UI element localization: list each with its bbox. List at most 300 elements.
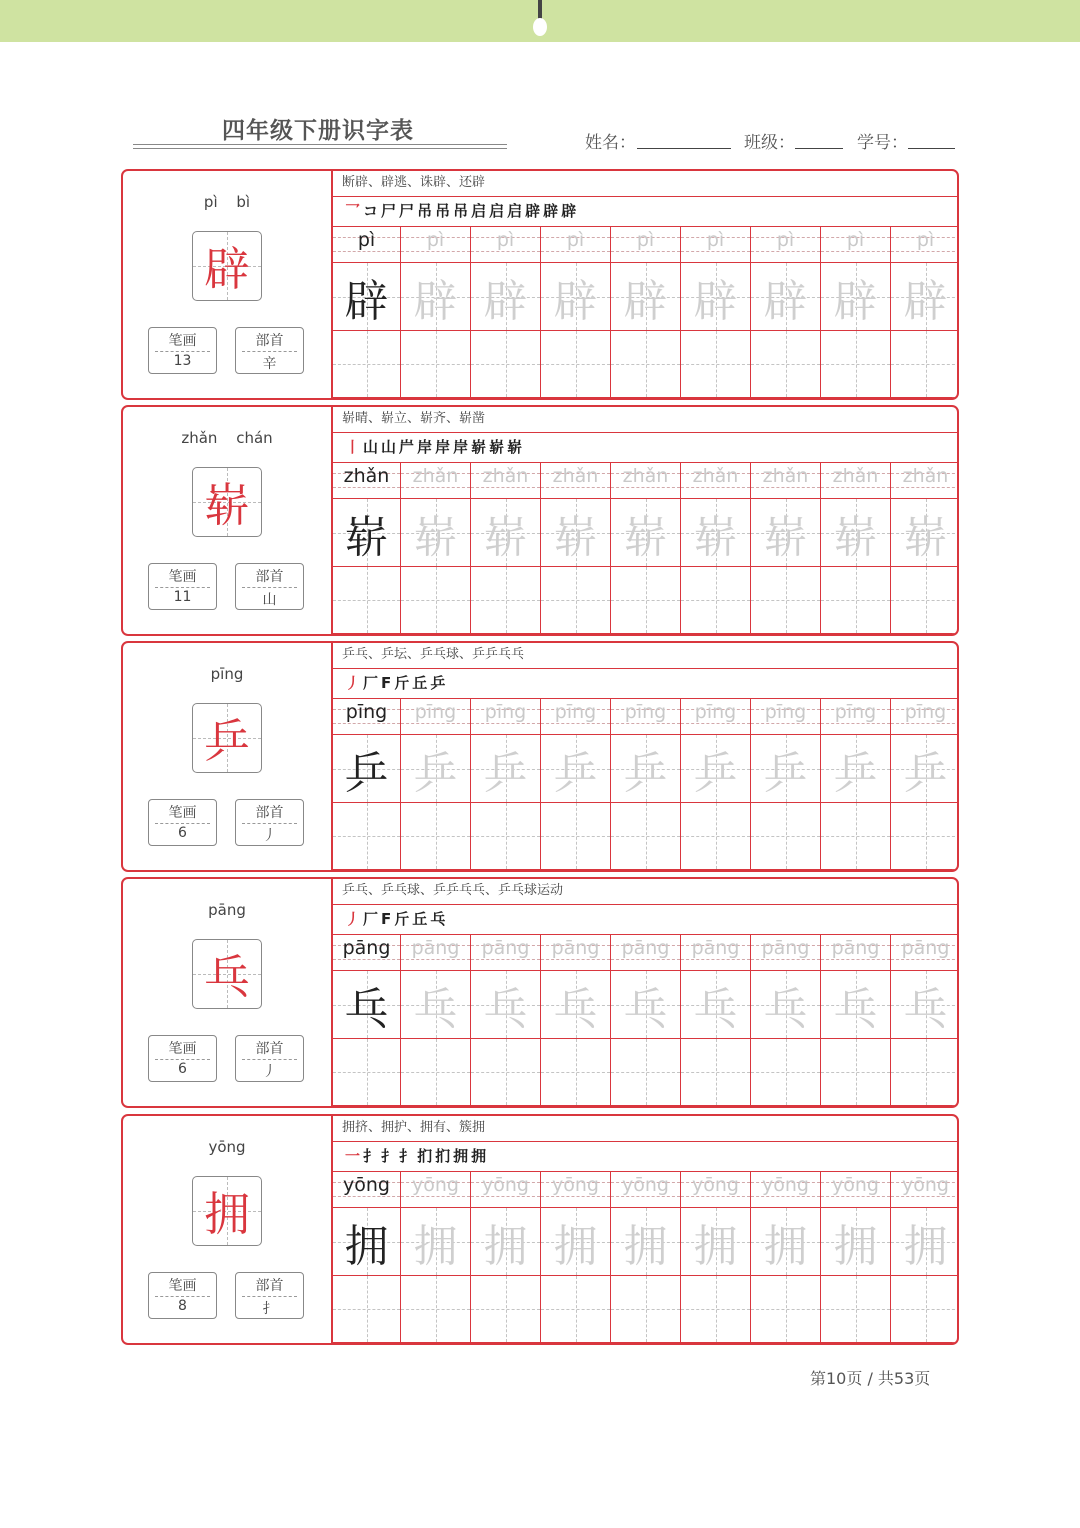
pinyin-trace: pāng [691, 937, 740, 959]
character-trace: 乓 [903, 983, 948, 1035]
stroke-count-label: 笔画 [168, 569, 197, 585]
stroke-count-label: 笔画 [168, 805, 197, 821]
character-trace: 崭 [623, 511, 668, 563]
empty-practice-cell[interactable] [681, 1276, 751, 1343]
stroke-step: F [381, 910, 395, 928]
character-practice-cell[interactable] [751, 263, 821, 331]
stroke-step: 丘 [412, 674, 431, 692]
character-trace: 乓 [483, 983, 528, 1035]
pinyin-practice-cell[interactable] [541, 227, 611, 263]
pinyin-model: pīng [345, 701, 388, 723]
stroke-step: 崭 [471, 438, 490, 456]
pinyin-practice-cell[interactable] [821, 1172, 891, 1208]
character-trace: 拥 [903, 1220, 948, 1272]
character-trace: 乒 [903, 747, 948, 799]
name-label: 姓名： [585, 133, 636, 153]
pinyin-trace: pīng [904, 701, 947, 723]
radical-value: 丿 [262, 1064, 277, 1080]
pinyin-practice-cell[interactable] [611, 227, 681, 263]
pinyin-practice-cell[interactable] [611, 935, 681, 971]
character-trace: 乒 [623, 747, 668, 799]
stroke-step: 吊 [435, 202, 454, 220]
pinyin-practice-cell[interactable] [821, 935, 891, 971]
character-model: 崭 [344, 511, 389, 563]
character-practice-cell[interactable] [611, 971, 681, 1039]
character-trace: 崭 [413, 511, 458, 563]
character-trace: 辟 [623, 275, 668, 327]
pinyin-trace: pāng [411, 937, 460, 959]
pinyin-trace: pì [636, 229, 655, 251]
empty-practice-cell[interactable] [333, 1276, 401, 1343]
empty-practice-cell[interactable] [821, 1039, 891, 1106]
character-trace: 乒 [833, 747, 878, 799]
name-field[interactable] [637, 148, 731, 149]
character-practice-cell[interactable] [401, 499, 471, 567]
pinyin-practice-cell[interactable] [751, 935, 821, 971]
stroke-step: 山 [363, 438, 382, 456]
radical-box [235, 327, 304, 374]
stroke-step: 扪 [435, 1147, 454, 1165]
character-model: 拥 [344, 1220, 389, 1272]
empty-practice-cell[interactable] [401, 803, 471, 870]
character-trace: 崭 [553, 511, 598, 563]
empty-practice-cell[interactable] [471, 1039, 541, 1106]
character-practice-cell[interactable] [891, 263, 959, 331]
practice-panel [333, 643, 957, 870]
empty-practice-cell[interactable] [541, 1276, 611, 1343]
stroke-order [333, 669, 957, 699]
stroke-step: 乒 [430, 674, 449, 692]
pinyin-model: yōng [343, 1174, 390, 1196]
pinyin-trace: zhǎn [482, 465, 529, 487]
pinyin-practice-cell[interactable] [681, 1172, 751, 1208]
character-practice-cell[interactable] [891, 971, 959, 1039]
character-pinyin: yōng [208, 1138, 246, 1156]
character-practice-cell[interactable] [611, 1208, 681, 1276]
character-trace: 崭 [763, 511, 808, 563]
stroke-step: 拥 [453, 1147, 472, 1165]
pinyin-practice-cell[interactable] [333, 463, 401, 499]
stroke-step: 扌 [399, 1147, 418, 1165]
stroke-count-value: 6 [178, 1061, 187, 1077]
character-practice-cell[interactable] [401, 1208, 471, 1276]
character-block [121, 405, 959, 636]
stroke-step: 崭 [489, 438, 508, 456]
pinyin-practice-cell[interactable] [751, 463, 821, 499]
stroke-step: 乛 [345, 202, 364, 220]
pinyin-trace: yōng [622, 1174, 669, 1196]
stroke-step: 扌 [381, 1147, 400, 1165]
pinyin-practice-cell[interactable] [611, 1172, 681, 1208]
radical-label: 部首 [255, 1278, 284, 1294]
pinyin-practice-cell[interactable] [611, 463, 681, 499]
stroke-step: 一 [345, 1147, 364, 1165]
empty-practice-cell[interactable] [891, 1039, 959, 1106]
empty-practice-cell[interactable] [821, 803, 891, 870]
character-practice-cell[interactable] [333, 735, 401, 803]
stroke-step: 尸 [381, 202, 400, 220]
pinyin-trace: pì [776, 229, 795, 251]
radical-box [235, 563, 304, 610]
empty-practice-cell[interactable] [891, 331, 959, 398]
empty-practice-cell[interactable] [471, 331, 541, 398]
character-model: 辟 [344, 275, 389, 327]
character-model: 乓 [344, 983, 389, 1035]
character-practice-cell[interactable] [611, 499, 681, 567]
stroke-step: 山 [381, 438, 400, 456]
character-practice-cell[interactable] [471, 1208, 541, 1276]
character-trace: 乒 [553, 747, 598, 799]
pinyin-trace: pīng [414, 701, 457, 723]
pinyin-practice-cell[interactable] [401, 699, 471, 735]
character-practice-cell[interactable] [541, 735, 611, 803]
character-practice-cell[interactable] [821, 971, 891, 1039]
pinyin-practice-cell[interactable] [471, 935, 541, 971]
practice-grid [333, 463, 957, 634]
stroke-count-label: 笔画 [168, 1041, 197, 1057]
pinyin-practice-cell[interactable] [333, 935, 401, 971]
character-trace: 辟 [693, 275, 738, 327]
pinyin-practice-cell[interactable] [401, 463, 471, 499]
practice-grid [333, 699, 957, 870]
stroke-step: コ [363, 202, 382, 220]
pinyin-practice-cell[interactable] [401, 227, 471, 263]
empty-practice-cell[interactable] [821, 331, 891, 398]
stroke-step: F [381, 674, 395, 692]
stroke-step: 拥 [471, 1147, 490, 1165]
pinyin-practice-cell[interactable] [541, 1172, 611, 1208]
pinyin-model: zhǎn [343, 465, 390, 487]
character-practice-cell[interactable] [891, 1208, 959, 1276]
character-practice-cell[interactable] [681, 1208, 751, 1276]
pinyin-trace: yōng [762, 1174, 809, 1196]
stroke-count-box [148, 563, 217, 610]
empty-practice-cell[interactable] [611, 1276, 681, 1343]
pinyin-practice-cell[interactable] [471, 699, 541, 735]
pushpin-icon [531, 0, 549, 40]
pinyin-model: pì [357, 229, 376, 251]
pinyin-practice-cell[interactable] [541, 463, 611, 499]
empty-practice-cell[interactable] [681, 803, 751, 870]
pinyin-trace: yōng [902, 1174, 949, 1196]
character-practice-cell[interactable] [751, 735, 821, 803]
character-practice-cell[interactable] [821, 499, 891, 567]
character-trace: 乓 [553, 983, 598, 1035]
character-trace: 乓 [623, 983, 668, 1035]
character-pinyin: pīng [210, 665, 244, 683]
empty-practice-cell[interactable] [751, 1276, 821, 1343]
character-practice-cell[interactable] [541, 263, 611, 331]
stroke-step: 丿 [345, 674, 364, 692]
character-glyph: 拥 [204, 1187, 250, 1241]
pinyin-trace: pì [496, 229, 515, 251]
radical-box [235, 1272, 304, 1319]
empty-practice-cell[interactable] [541, 331, 611, 398]
character-glyph: 乒 [204, 714, 250, 768]
character-glyph: 辟 [204, 242, 250, 296]
stroke-step: 吊 [453, 202, 472, 220]
character-practice-cell[interactable] [333, 263, 401, 331]
radical-value: 山 [262, 592, 277, 608]
pinyin-trace: pāng [831, 937, 880, 959]
character-practice-cell[interactable] [541, 971, 611, 1039]
character-practice-cell[interactable] [333, 499, 401, 567]
empty-practice-cell[interactable] [611, 1039, 681, 1106]
stroke-step: 厂 [363, 910, 382, 928]
practice-grid [333, 935, 957, 1106]
stroke-step: 乓 [430, 910, 449, 928]
empty-practice-cell[interactable] [751, 1039, 821, 1106]
pinyin-practice-cell[interactable] [333, 1172, 401, 1208]
character-display-box [192, 703, 262, 773]
pinyin-practice-cell[interactable] [401, 935, 471, 971]
stroke-step: 启 [489, 202, 508, 220]
pinyin-practice-cell[interactable] [681, 227, 751, 263]
character-trace: 拥 [763, 1220, 808, 1272]
stroke-step: 岸 [453, 438, 472, 456]
radical-label: 部首 [255, 1041, 284, 1057]
practice-grid [333, 227, 957, 398]
empty-practice-cell[interactable] [401, 331, 471, 398]
empty-practice-cell[interactable] [891, 1276, 959, 1343]
pinyin-practice-cell[interactable] [541, 699, 611, 735]
stroke-step: 岸 [435, 438, 454, 456]
character-practice-cell[interactable] [751, 499, 821, 567]
character-practice-cell[interactable] [333, 971, 401, 1039]
character-practice-cell[interactable] [681, 735, 751, 803]
character-pinyin: pì bì [203, 193, 251, 211]
pinyin-trace: pì [706, 229, 725, 251]
pinyin-practice-cell[interactable] [333, 699, 401, 735]
character-practice-cell[interactable] [471, 499, 541, 567]
pinyin-practice-cell[interactable] [891, 1172, 959, 1208]
empty-practice-cell[interactable] [401, 567, 471, 634]
character-block [121, 1114, 959, 1345]
empty-practice-cell[interactable] [333, 803, 401, 870]
empty-practice-cell[interactable] [471, 1276, 541, 1343]
character-info-panel [123, 171, 333, 398]
character-practice-cell[interactable] [401, 735, 471, 803]
pinyin-trace: yōng [482, 1174, 529, 1196]
empty-practice-cell[interactable] [891, 567, 959, 634]
pinyin-practice-cell[interactable] [471, 463, 541, 499]
empty-practice-cell[interactable] [401, 1039, 471, 1106]
empty-practice-cell[interactable] [751, 331, 821, 398]
pinyin-trace: pīng [624, 701, 667, 723]
character-practice-cell[interactable] [821, 735, 891, 803]
character-glyph: 崭 [204, 478, 250, 532]
stroke-step: 崭 [507, 438, 526, 456]
character-block [121, 641, 959, 872]
character-trace: 辟 [903, 275, 948, 327]
character-display-box [192, 939, 262, 1009]
pinyin-practice-cell[interactable] [821, 463, 891, 499]
character-practice-cell[interactable] [891, 735, 959, 803]
number-label: 学号： [857, 133, 908, 153]
empty-practice-cell[interactable] [751, 567, 821, 634]
pinyin-practice-cell[interactable] [891, 699, 959, 735]
character-trace: 乒 [763, 747, 808, 799]
pinyin-practice-cell[interactable] [681, 463, 751, 499]
empty-practice-cell[interactable] [681, 567, 751, 634]
character-trace: 崭 [483, 511, 528, 563]
empty-practice-cell[interactable] [821, 1276, 891, 1343]
character-practice-cell[interactable] [821, 263, 891, 331]
character-display-box [192, 1176, 262, 1246]
empty-practice-cell[interactable] [333, 331, 401, 398]
practice-panel [333, 879, 957, 1106]
pinyin-practice-cell[interactable] [333, 227, 401, 263]
character-trace: 乒 [483, 747, 528, 799]
pinyin-practice-cell[interactable] [891, 227, 959, 263]
radical-box [235, 1035, 304, 1082]
character-trace: 乓 [833, 983, 878, 1035]
pinyin-practice-cell[interactable] [751, 227, 821, 263]
pinyin-practice-cell[interactable] [541, 935, 611, 971]
pinyin-trace: zhǎn [762, 465, 809, 487]
practice-panel [333, 1116, 957, 1343]
stroke-step: 岸 [417, 438, 436, 456]
empty-practice-cell[interactable] [333, 1039, 401, 1106]
pinyin-trace: pì [426, 229, 445, 251]
pinyin-trace: pāng [761, 937, 810, 959]
character-practice-cell[interactable] [681, 263, 751, 331]
character-practice-cell[interactable] [611, 263, 681, 331]
pinyin-practice-cell[interactable] [471, 227, 541, 263]
pinyin-trace: pīng [764, 701, 807, 723]
character-practice-cell[interactable] [751, 971, 821, 1039]
stroke-step: 吊 [417, 202, 436, 220]
character-practice-cell[interactable] [333, 1208, 401, 1276]
character-practice-cell[interactable] [401, 263, 471, 331]
character-practice-cell[interactable] [471, 971, 541, 1039]
character-practice-cell[interactable] [891, 499, 959, 567]
character-trace: 拥 [693, 1220, 738, 1272]
radical-value: 辛 [262, 356, 277, 372]
character-practice-cell[interactable] [611, 735, 681, 803]
example-words: 断辟、辟逃、诛辟、还辟 [333, 171, 957, 197]
stroke-step: 启 [471, 202, 490, 220]
character-pinyin: zhǎn chán [181, 429, 273, 447]
practice-grid [333, 1172, 957, 1343]
empty-practice-cell[interactable] [611, 803, 681, 870]
stroke-count-box [148, 1035, 217, 1082]
character-trace: 辟 [413, 275, 458, 327]
empty-practice-cell[interactable] [401, 1276, 471, 1343]
empty-practice-cell[interactable] [471, 803, 541, 870]
character-glyph: 乓 [204, 950, 250, 1004]
pinyin-practice-cell[interactable] [751, 1172, 821, 1208]
radical-value: 扌 [262, 1301, 277, 1317]
character-practice-cell[interactable] [821, 1208, 891, 1276]
character-trace: 辟 [833, 275, 878, 327]
pinyin-trace: pāng [481, 937, 530, 959]
stroke-count-value: 13 [173, 353, 192, 369]
pinyin-practice-cell[interactable] [471, 1172, 541, 1208]
pinyin-trace: zhǎn [622, 465, 669, 487]
stroke-order [333, 433, 957, 463]
pinyin-practice-cell[interactable] [821, 227, 891, 263]
example-words: 崭晴、崭立、崭齐、崭凿 [333, 407, 957, 433]
pinyin-practice-cell[interactable] [401, 1172, 471, 1208]
character-practice-cell[interactable] [401, 971, 471, 1039]
character-practice-cell[interactable] [541, 499, 611, 567]
character-trace: 乓 [693, 983, 738, 1035]
empty-practice-cell[interactable] [821, 567, 891, 634]
character-practice-cell[interactable] [541, 1208, 611, 1276]
stroke-count-value: 11 [173, 589, 192, 605]
character-block [121, 169, 959, 400]
number-field[interactable] [908, 148, 955, 149]
practice-panel [333, 171, 957, 398]
empty-practice-cell[interactable] [541, 1039, 611, 1106]
character-trace: 乒 [693, 747, 738, 799]
character-pinyin: pāng [208, 901, 246, 919]
pinyin-practice-cell[interactable] [891, 463, 959, 499]
page-number: 第10页 / 共53页 [810, 1369, 931, 1388]
pinyin-practice-cell[interactable] [681, 935, 751, 971]
radical-label: 部首 [255, 333, 284, 349]
character-trace: 乓 [413, 983, 458, 1035]
stroke-order [333, 1142, 957, 1172]
character-info-panel [123, 879, 333, 1106]
example-words: 乒乓、乒坛、乒乓球、乒乒乓乓 [333, 643, 957, 669]
stroke-count-value: 8 [178, 1298, 187, 1314]
character-info-panel [123, 1116, 333, 1343]
pinyin-trace: zhǎn [692, 465, 739, 487]
empty-practice-cell[interactable] [891, 803, 959, 870]
empty-practice-cell[interactable] [541, 567, 611, 634]
stroke-step: 辟 [561, 202, 580, 220]
empty-practice-cell[interactable] [611, 567, 681, 634]
character-trace: 拥 [833, 1220, 878, 1272]
empty-practice-cell[interactable] [471, 567, 541, 634]
character-practice-cell[interactable] [471, 263, 541, 331]
character-trace: 乓 [763, 983, 808, 1035]
character-practice-cell[interactable] [681, 499, 751, 567]
stroke-step: 辟 [525, 202, 544, 220]
pinyin-trace: yōng [832, 1174, 879, 1196]
pinyin-trace: pāng [551, 937, 600, 959]
pinyin-practice-cell[interactable] [751, 699, 821, 735]
pinyin-trace: pì [566, 229, 585, 251]
stroke-step: 斤 [394, 674, 413, 692]
empty-practice-cell[interactable] [681, 1039, 751, 1106]
character-practice-cell[interactable] [471, 735, 541, 803]
pinyin-practice-cell[interactable] [681, 699, 751, 735]
character-practice-cell[interactable] [751, 1208, 821, 1276]
empty-practice-cell[interactable] [541, 803, 611, 870]
class-field[interactable] [795, 148, 843, 149]
empty-practice-cell[interactable] [751, 803, 821, 870]
radical-value: 丿 [262, 828, 277, 844]
radical-label: 部首 [255, 805, 284, 821]
empty-practice-cell[interactable] [681, 331, 751, 398]
character-trace: 乒 [413, 747, 458, 799]
stroke-count-box [148, 1272, 217, 1319]
character-practice-cell[interactable] [681, 971, 751, 1039]
pinyin-practice-cell[interactable] [821, 699, 891, 735]
empty-practice-cell[interactable] [611, 331, 681, 398]
stroke-step: 厂 [363, 674, 382, 692]
empty-practice-cell[interactable] [333, 567, 401, 634]
stroke-order [333, 197, 957, 227]
radical-box [235, 799, 304, 846]
pinyin-practice-cell[interactable] [611, 699, 681, 735]
title-underline [133, 144, 507, 149]
stroke-step: 扌 [363, 1147, 382, 1165]
pinyin-practice-cell[interactable] [891, 935, 959, 971]
